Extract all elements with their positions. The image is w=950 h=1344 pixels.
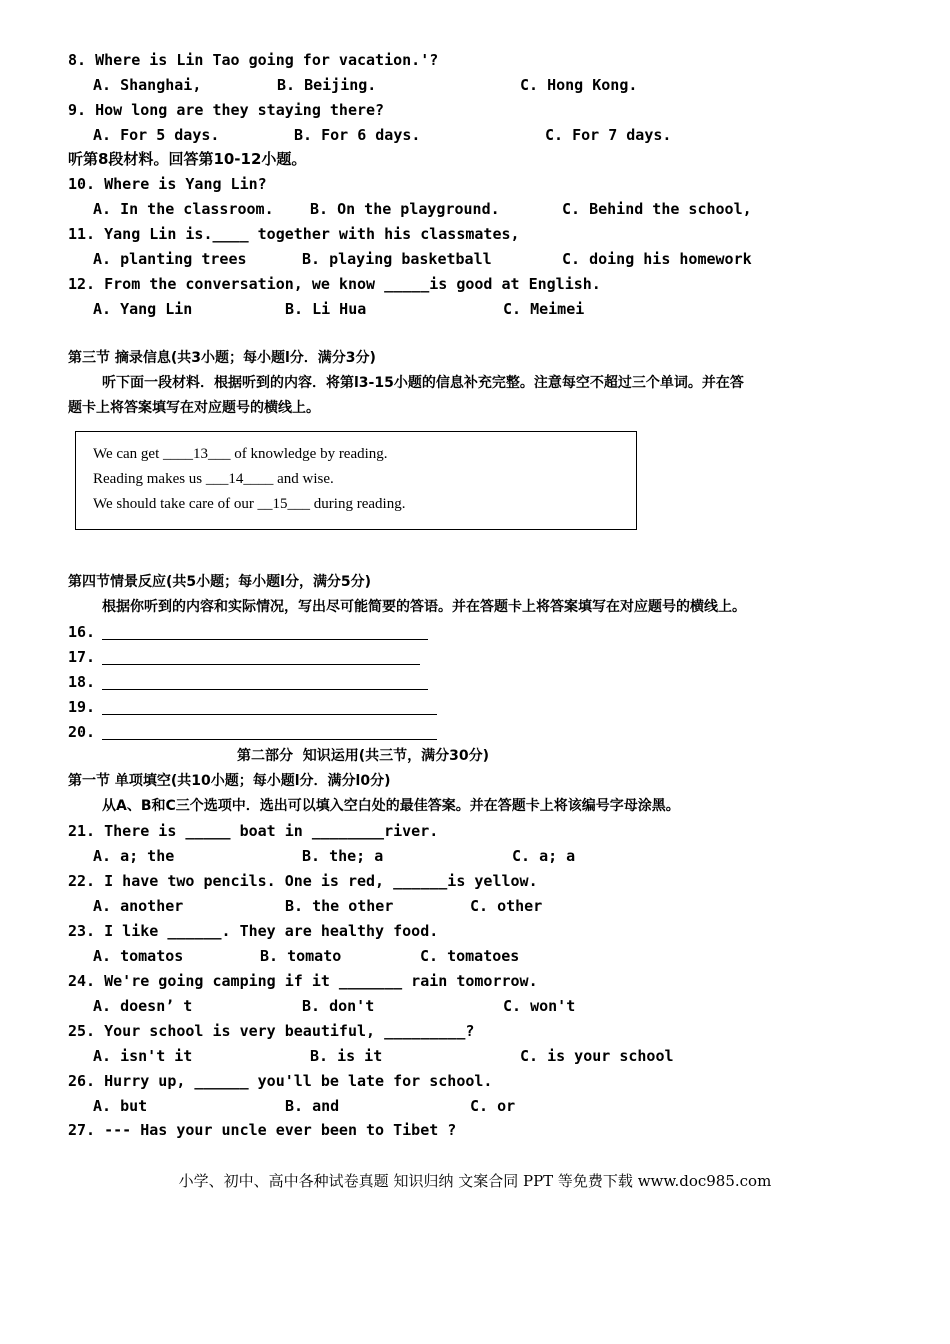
question-26-option-b: B. and	[285, 1097, 340, 1115]
part8-instruction: 听第8段材料。回答第10-12小题。	[68, 150, 307, 168]
question-22-option-c: C. other	[470, 897, 543, 915]
section4-instruction: 根据你听到的内容和实际情况，写出尽可能简要的答语。并在答题卡上将答案填写在对应题号的横线上。	[102, 599, 746, 615]
page-footer[interactable]: 小学、初中、高中各种试卷真题 知识归纳 文案合同 PPT 等免费下载 www.doc985.com	[178, 1172, 772, 1190]
question-12-stem: 12. From the conversation, we know _____is good at English.	[68, 275, 601, 293]
question-24-option-b: B. don't	[302, 997, 375, 1015]
question-8-stem: 8. Where is Lin Tao going for vacation.'?	[68, 51, 439, 69]
section3-instruction-line1: 听下面一段材料．根据听到的内容．将第l3-15小题的信息补充完整。注意每空不超过三个单词。并在答	[102, 375, 744, 391]
info-line-14: Reading makes us ___14____ and wise.	[93, 471, 334, 487]
question-10-stem: 10. Where is Yang Lin?	[68, 175, 267, 193]
part2-section1-title: 第一节 单项填空(共10小题；每小题l分．满分l0分)	[68, 773, 391, 789]
info-line-15: We should take care of our __15___ during reading.	[93, 496, 406, 512]
question-8-option-a: A. Shanghai,	[93, 76, 202, 94]
section3-instruction-line2: 题卡上将答案填写在对应题号的横线上。	[68, 400, 320, 416]
question-22-stem: 22. I have two pencils. One is red, ______is yellow.	[68, 872, 538, 890]
information-box	[75, 431, 637, 530]
question-21-stem: 21. There is _____ boat in ________river.	[68, 822, 439, 840]
question-24-option-a: A. doesn’ t	[93, 997, 193, 1015]
question-9-option-c: C. For 7 days.	[545, 126, 672, 144]
question-10-option-a: A. In the classroom.	[93, 200, 274, 218]
question-25-stem: 25. Your school is very beautiful, _________?	[68, 1022, 475, 1040]
answer-label-19: 19.	[68, 698, 96, 716]
question-21-option-b: B. the; a	[302, 847, 384, 865]
question-26-option-a: A. but	[93, 1097, 148, 1115]
section3-title: 第三节 摘录信息(共3小题；每小题l分．满分3分)	[68, 350, 376, 366]
question-9-option-b: B. For 6 days.	[294, 126, 421, 144]
question-11-option-b: B. playing basketball	[302, 250, 492, 268]
answer-label-16: 16.	[68, 623, 96, 641]
question-22-option-a: A. another	[93, 897, 184, 915]
question-24-option-c: C. won't	[503, 997, 576, 1015]
answer-label-18: 18.	[68, 673, 96, 691]
question-8-option-b: B. Beijing.	[277, 76, 377, 94]
question-10-option-b: B. On the playground.	[310, 200, 500, 218]
question-26-stem: 26. Hurry up, ______ you'll be late for school.	[68, 1072, 493, 1090]
question-21-option-c: C. a; a	[512, 847, 576, 865]
question-12-option-a: A. Yang Lin	[93, 300, 193, 318]
question-10-option-c: C. Behind the school,	[562, 200, 752, 218]
question-24-stem: 24. We're going camping if it _______ rain tomorrow.	[68, 972, 538, 990]
question-9-stem: 9. How long are they staying there?	[68, 101, 385, 119]
question-26-option-c: C. or	[470, 1097, 516, 1115]
question-11-stem: 11. Yang Lin is.____ together with his classmates,	[68, 225, 520, 243]
answer-line-17[interactable]	[102, 664, 420, 665]
question-9-option-a: A. For 5 days.	[93, 126, 220, 144]
question-23-stem: 23. I like ______. They are healthy food.	[68, 922, 439, 940]
question-11-option-a: A. planting trees	[93, 250, 247, 268]
answer-label-17: 17.	[68, 648, 96, 666]
question-8-option-c: C. Hong Kong.	[520, 76, 638, 94]
answer-line-20[interactable]	[102, 739, 437, 740]
question-21-option-a: A. a; the	[93, 847, 175, 865]
question-25-option-a: A. isn't it	[93, 1047, 193, 1065]
part2-title: 第二部分 知识运用(共三节，满分30分)	[237, 748, 490, 764]
answer-label-20: 20.	[68, 723, 96, 741]
question-25-option-b: B. is it	[310, 1047, 383, 1065]
answer-line-19[interactable]	[102, 714, 437, 715]
question-23-option-b: B. tomato	[260, 947, 342, 965]
info-line-13: We can get ____13___ of knowledge by reading.	[93, 446, 388, 462]
answer-line-18[interactable]	[102, 689, 428, 690]
question-25-option-c: C. is your school	[520, 1047, 674, 1065]
answer-line-16[interactable]	[102, 639, 428, 640]
question-23-option-c: C. tomatoes	[420, 947, 520, 965]
question-12-option-c: C. Meimei	[503, 300, 585, 318]
question-27-stem: 27. --- Has your uncle ever been to Tibet ?	[68, 1121, 457, 1139]
question-12-option-b: B. Li Hua	[285, 300, 367, 318]
part2-section1-instruction: 从A、B和C三个选项中．选出可以填入空白处的最佳答案。并在答题卡上将该编号字母涂黑。	[102, 798, 680, 814]
section4-title: 第四节情景反应(共5小题；每小题l分，满分5分)	[68, 574, 372, 590]
question-11-option-c: C. doing his homework	[562, 250, 752, 268]
question-23-option-a: A. tomatos	[93, 947, 184, 965]
question-22-option-b: B. the other	[285, 897, 394, 915]
